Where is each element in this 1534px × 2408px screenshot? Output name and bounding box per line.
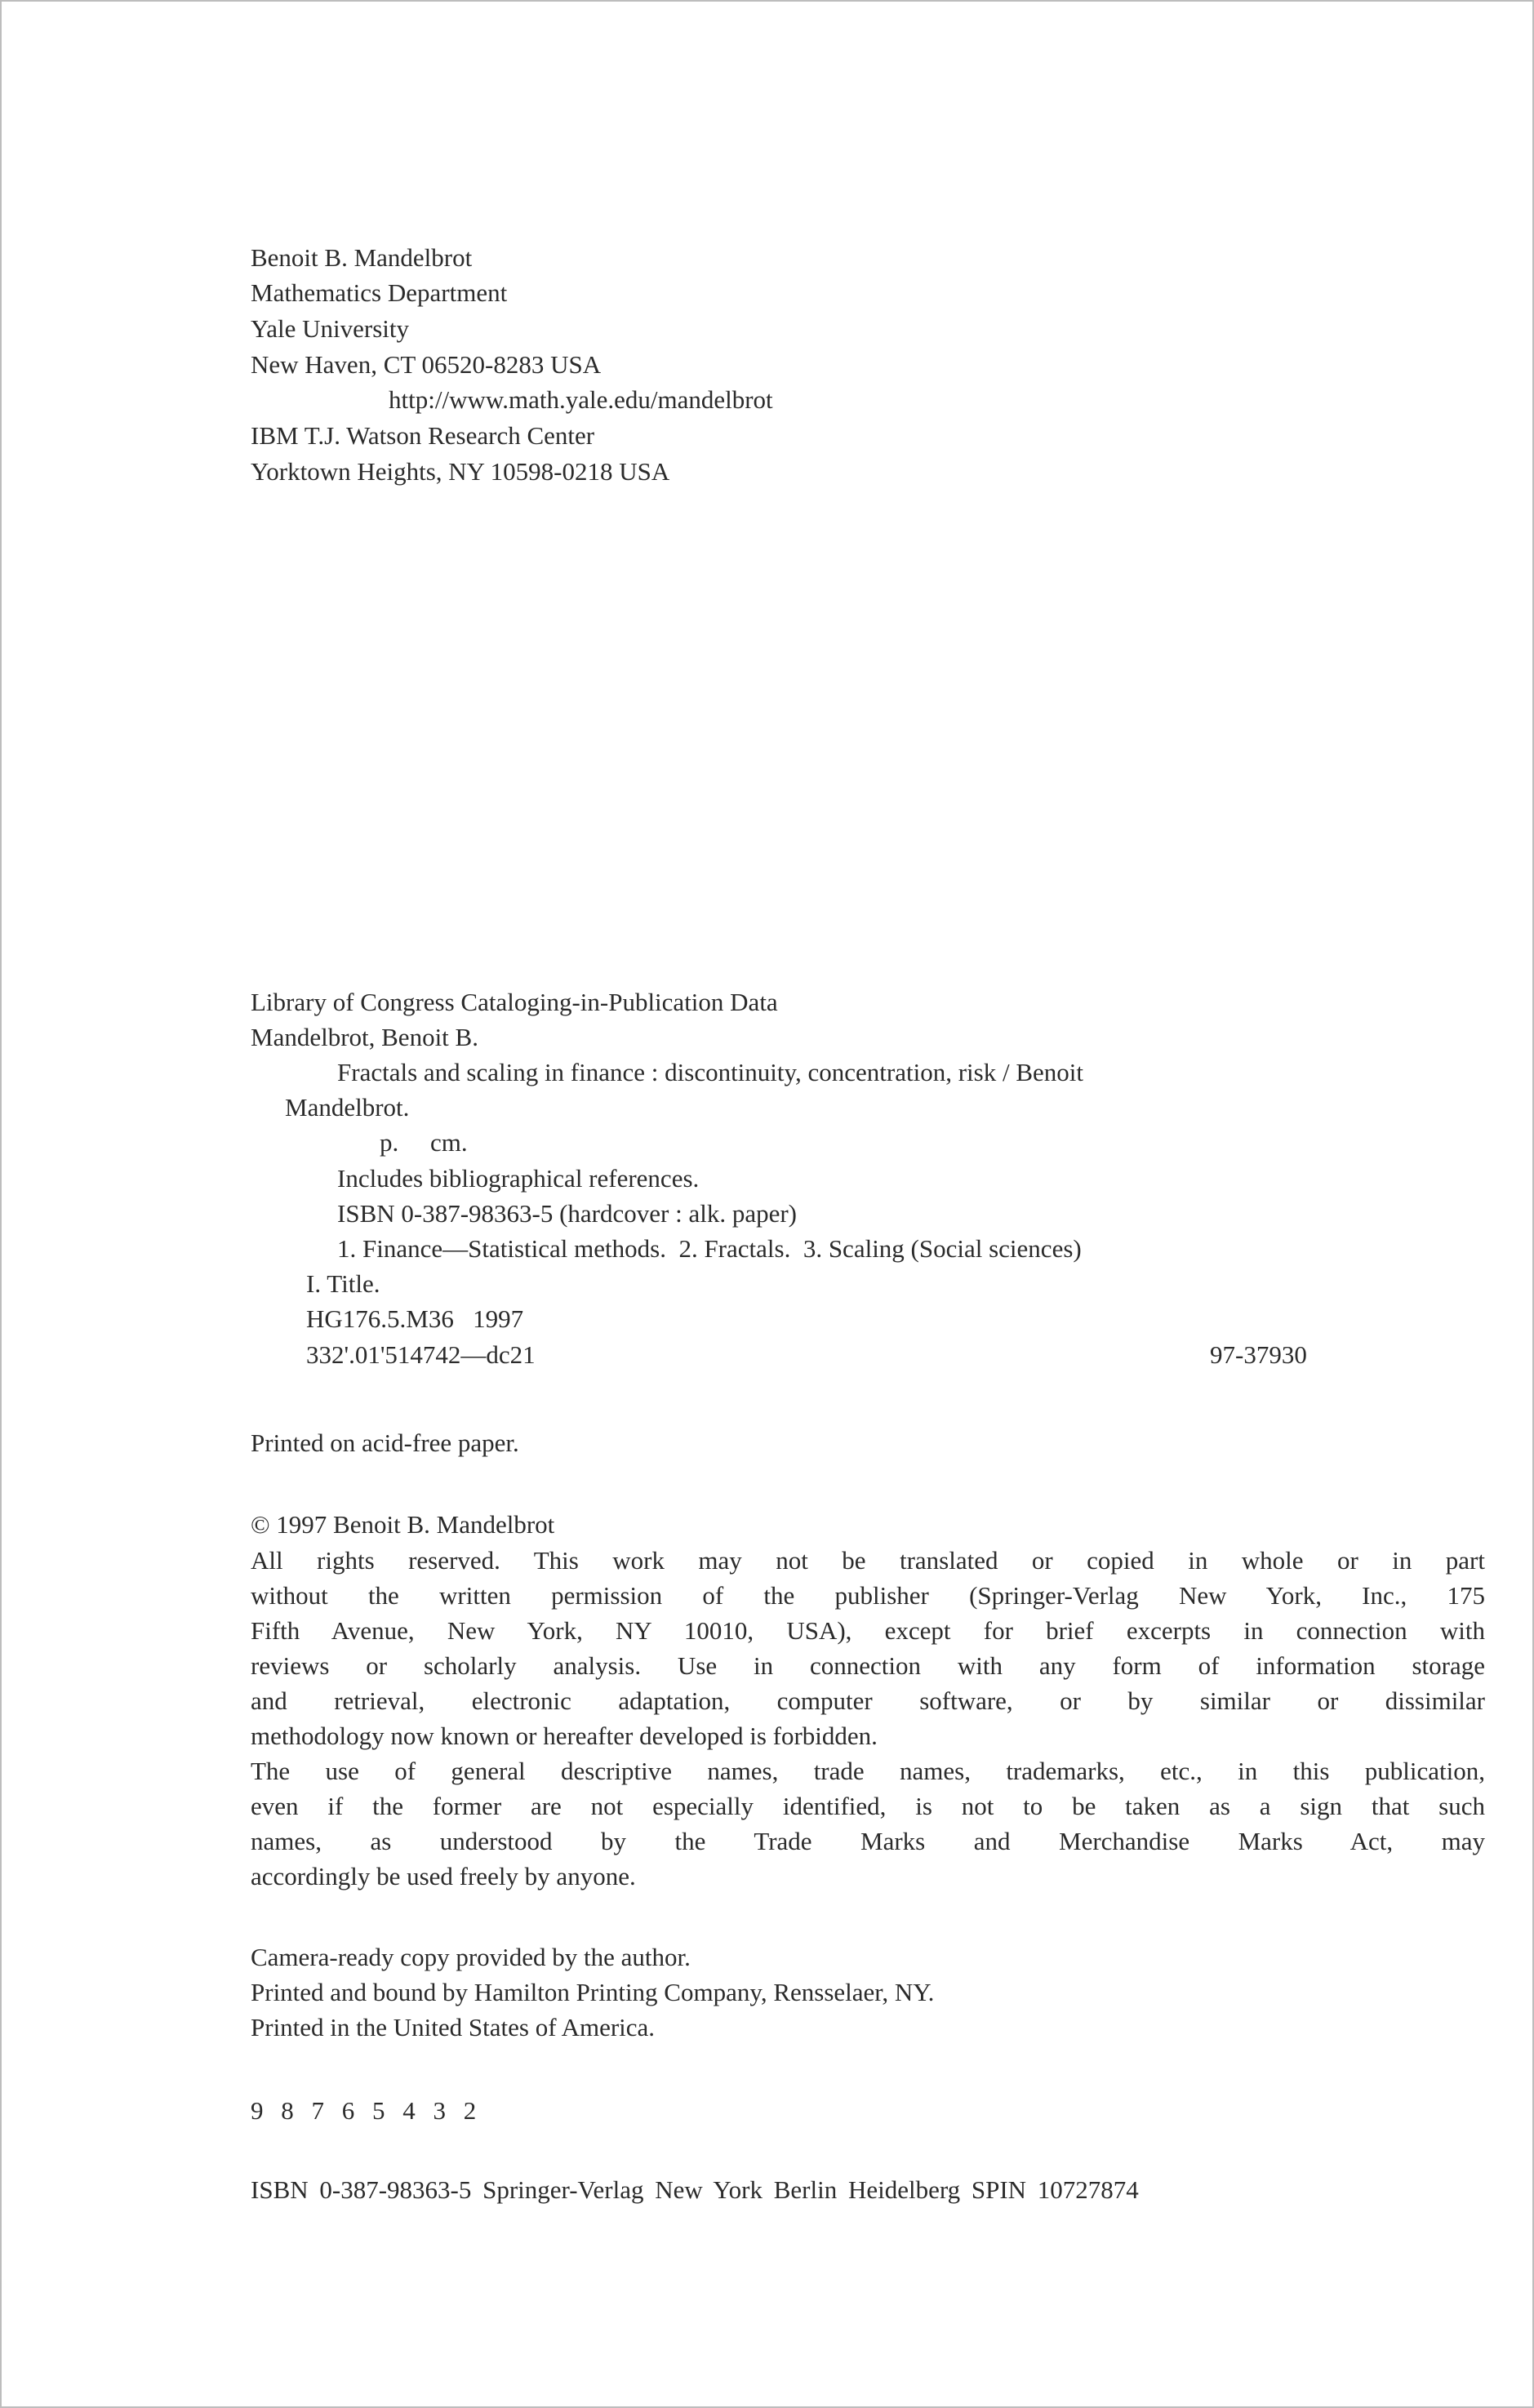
rights-line: reviews or scholarly analysis. Use in connection with any form of information storage [251, 1651, 1485, 1680]
acid-free-note: Printed on acid-free paper. [251, 1428, 519, 1457]
author-name: Benoit B. Mandelbrot [251, 243, 473, 272]
trademarks-paragraph [251, 1753, 1485, 1894]
cip-heading: Library of Congress Cataloging-in-Publication Data [251, 988, 778, 1016]
cip-subjects: 1. Finance—Statistical methods. 2. Fractals. 3. Scaling (Social sciences) [337, 1234, 1082, 1263]
rights-line: Fifth Avenue, New York, NY 10010, USA), except for brief excerpts in connection with [251, 1616, 1485, 1645]
cip-title-entry: I. Title. [306, 1269, 380, 1298]
trademarks-line: names, as understood by the Trade Marks and Merchandise Marks Act, may [251, 1827, 1485, 1855]
ibm-center: IBM T.J. Watson Research Center [251, 421, 595, 450]
cip-includes: Includes bibliographical references. [337, 1164, 700, 1193]
trademarks-line: accordingly be used freely by anyone. [251, 1862, 636, 1890]
rights-line: and retrieval, electronic adaptation, computer software, or by similar or dissimilar [251, 1686, 1485, 1715]
rights-line: methodology now known or hereafter developed is forbidden. [251, 1722, 878, 1750]
cip-isbn: ISBN 0-387-98363-5 (hardcover : alk. paper) [337, 1199, 797, 1228]
trademarks-line: even if the former are not especially identified, is not to be taken as a sign that such [251, 1792, 1485, 1820]
camera-ready-note: Camera-ready copy provided by the author. [251, 1943, 691, 1971]
copyright-line: © 1997 Benoit B. Mandelbrot [251, 1510, 555, 1539]
author-url: http://www.math.yale.edu/mandelbrot [389, 385, 773, 414]
cip-classification: HG176.5.M36 1997 [306, 1304, 524, 1333]
printed-bound-note: Printed and bound by Hamilton Printing Company, Rensselaer, NY. [251, 1978, 935, 2006]
author-city: New Haven, CT 06520-8283 USA [251, 350, 602, 379]
ibm-city: Yorktown Heights, NY 10598-0218 USA [251, 457, 670, 486]
rights-line: All rights reserved. This work may not be translated or copied in whole or in part [251, 1546, 1485, 1575]
trademarks-line: The use of general descriptive names, trade names, trademarks, etc., in this publication, [251, 1757, 1485, 1785]
cip-pcm: p. cm. [380, 1128, 468, 1157]
cip-lccn: 97-37930 [1210, 1340, 1307, 1369]
author-university: Yale University [251, 314, 410, 343]
printing-number-line: 9 8 7 6 5 4 3 2 [251, 2096, 482, 2125]
rights-line: without the written permission of the publisher (Springer-Verlag New York, Inc., 175 [251, 1581, 1485, 1610]
rights-paragraph [251, 1543, 1485, 1753]
printed-in-note: Printed in the United States of America. [251, 2013, 656, 2041]
cip-title-line1: Fractals and scaling in finance : discontinuity, concentration, risk / Benoit [337, 1058, 1083, 1086]
isbn-publisher-line: ISBN 0-387-98363-5 Springer-Verlag New York Berlin Heidelberg SPIN 10727874 [251, 2175, 1139, 2204]
cip-title-line2: Mandelbrot. [285, 1093, 410, 1122]
cip-dewey: 332'.01'514742—dc21 [306, 1340, 536, 1369]
cip-author: Mandelbrot, Benoit B. [251, 1023, 478, 1051]
author-dept: Mathematics Department [251, 278, 508, 307]
